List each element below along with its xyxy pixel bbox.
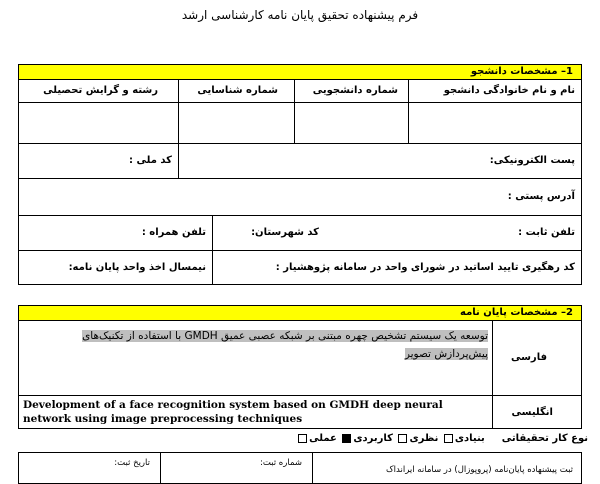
col-student-name-label: نام و نام خانوادگی دانشجو [443,85,575,96]
tracking-row [212,250,582,285]
address-row [18,178,582,216]
national-code-row [18,143,179,179]
col-student-id-label: شماره دانشجویی [312,85,398,96]
option-applied-label: کاربردی [353,433,393,444]
col-id-number-label: شماره شناسایی [197,85,278,96]
email-row [178,143,582,179]
checkbox-icon[interactable] [398,434,407,443]
farsi-label: فارسی [510,352,547,363]
landline-label: تلفن ثابت : [518,227,575,238]
field-of-study-field[interactable] [18,102,179,144]
semester-row [18,250,213,285]
checkbox-icon[interactable] [298,434,307,443]
registration-note: ثبت پیشنهاده پایان‌نامه (پروپوزال) در سامانه ایرانداک [386,465,573,475]
email-label: پست الکترونیکی: [489,155,575,166]
semester-label: نیمسال اخذ واحد پایان نامه: [68,262,206,273]
option-practical-label: عملی [309,433,337,444]
reg-number-label: شماره ثبت: [259,458,302,468]
option-theoretical[interactable] [396,433,438,444]
mobile-row [18,215,213,251]
section2-heading: 2– مشخصات پایان نامه [18,305,582,321]
mobile-label: تلفن همراه : [141,227,206,238]
col-field-of-study [18,79,179,103]
english-label: انگلیسی [511,407,553,418]
address-label: آدرس پستی : [507,191,575,202]
student-name-field[interactable] [408,102,582,144]
reg-number-cell [160,452,313,484]
checkbox-checked-icon[interactable] [342,434,351,443]
english-label-cell [492,395,582,429]
option-practical[interactable] [296,433,337,444]
english-title-cell [18,395,493,429]
col-field-label: رشته و گرایش تحصیلی [43,85,158,96]
research-type-label: نوع کار تحقیقاتی [501,433,588,444]
section1-heading: 1– مشخصات دانشجو [18,64,582,80]
id-number-field[interactable] [178,102,295,144]
city-code-label: کد شهرستان: [251,227,319,238]
col-student-id [294,79,409,103]
checkbox-icon[interactable] [444,434,453,443]
form-title: فرم پیشنهاده تحقیق پایان نامه کارشناسی ارشد [181,8,419,22]
national-code-label: کد ملی : [129,155,172,166]
option-basic[interactable] [442,433,485,444]
farsi-title-line1: توسعه یک سیستم تشخیص چهره مبتنی بر شبکه عصبی عمیق GMDH با استفاده از تکنیک‌های [82,330,488,342]
farsi-label-cell [492,320,582,396]
farsi-title-cell [18,320,493,396]
farsi-title-line2: پیش‌پردازش تصویر [404,348,488,360]
english-title: Development of a face recognition system based on GMDH deep neural network using image preprocessing techniques [23,399,443,425]
option-applied[interactable] [340,433,393,444]
research-type-row [248,429,588,449]
student-id-field[interactable] [294,102,409,144]
tracking-code-label: کد رهگیری تایید اساتید در شورای واحد در سامانه پژوهشیار : [275,262,575,273]
reg-date-label: تاریخ ثبت: [114,458,150,468]
option-theoretical-label: نظری [409,433,439,444]
landline-row [212,215,582,251]
registration-note-cell [312,452,582,484]
reg-date-cell [18,452,161,484]
option-basic-label: بنیادی [454,433,485,444]
col-student-name [408,79,582,103]
col-id-number [178,79,295,103]
